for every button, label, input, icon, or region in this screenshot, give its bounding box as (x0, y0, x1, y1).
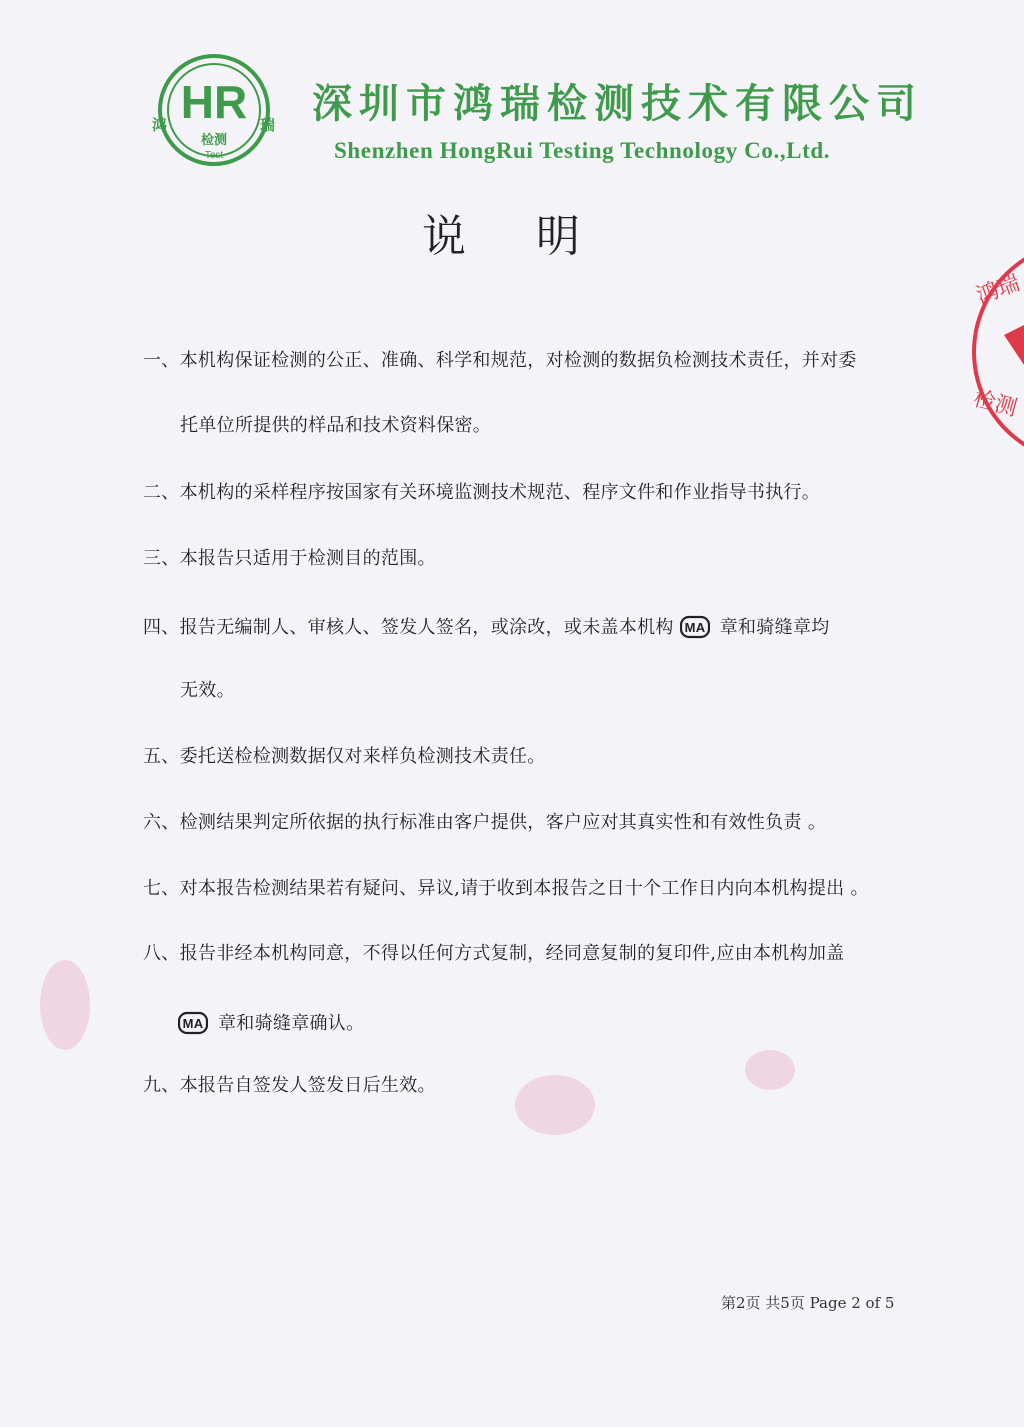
partial-red-stamp (964, 240, 1024, 470)
company-logo (148, 52, 276, 172)
logo-sub-text: 检测 (200, 133, 228, 148)
logo-right-char: 瑞 (260, 116, 276, 134)
page-title: 说明 (422, 211, 650, 262)
clause-6: 六、检测结果判定所依据的执行标准由客户提供，客户应对其真实性和有效性负责 。 (143, 812, 827, 833)
clause-8-line-1: 八、报告非经本机构同意，不得以任何方式复制，经同意复制的复印件,应由本机构加盖 (143, 943, 845, 964)
ink-smudge (40, 960, 90, 1050)
cma-mark-icon (680, 615, 710, 639)
cma-mark-text-2: MA (182, 1016, 204, 1031)
cma-mark-text: MA (684, 620, 706, 635)
clause-4-line-1 (143, 615, 830, 639)
stamp-text-bottom: 检测 (970, 386, 1020, 422)
ink-smudge (515, 1075, 595, 1135)
clause-4-text-after: 章和骑缝章均 (719, 617, 830, 638)
clause-5: 五、委托送检检测数据仅对来样负检测技术责任。 (143, 746, 546, 767)
clause-8-text-after: 章和骑缝章确认。 (218, 1013, 365, 1034)
clause-1-line-1: 一、本机构保证检测的公正、准确、科学和规范，对检测的数据负检测技术责任，并对委 (143, 350, 857, 371)
page-number: 第2页 共5页 Page 2 of 5 (721, 1294, 895, 1312)
company-name-cn: 深圳市鸿瑞检测技术有限公司 (312, 80, 923, 127)
clause-9: 九、本报告自签发人签发日后生效。 (143, 1075, 436, 1096)
clause-4-text-before: 四、报告无编制人、审核人、签发人签名，或涂改，或未盖本机构 (143, 617, 674, 638)
company-name-en: Shenzhen HongRui Testing Technology Co.,Ltd. (334, 138, 831, 163)
stamp-text-top: 鸿瑞 (973, 270, 1024, 310)
logo-letters: HR (180, 76, 248, 128)
clause-8-line-2 (178, 1011, 364, 1035)
clause-4-line-2: 无效。 (180, 680, 235, 701)
logo-left-char: 鸿 (152, 116, 168, 134)
logo-sub-en: Test (204, 150, 224, 161)
cma-mark-icon-2 (178, 1011, 208, 1035)
clause-3: 三、本报告只适用于检测目的范围。 (143, 548, 436, 569)
clause-2: 二、本机构的采样程序按国家有关环境监测技术规范、程序文件和作业指导书执行。 (143, 482, 821, 503)
clause-7: 七、对本报告检测结果若有疑问、异议,请于收到本报告之日十个工作日内向本机构提出 。 (143, 878, 869, 899)
ink-smudge (745, 1050, 795, 1090)
clause-1-line-2: 托单位所提供的样品和技术资料保密。 (180, 415, 492, 436)
